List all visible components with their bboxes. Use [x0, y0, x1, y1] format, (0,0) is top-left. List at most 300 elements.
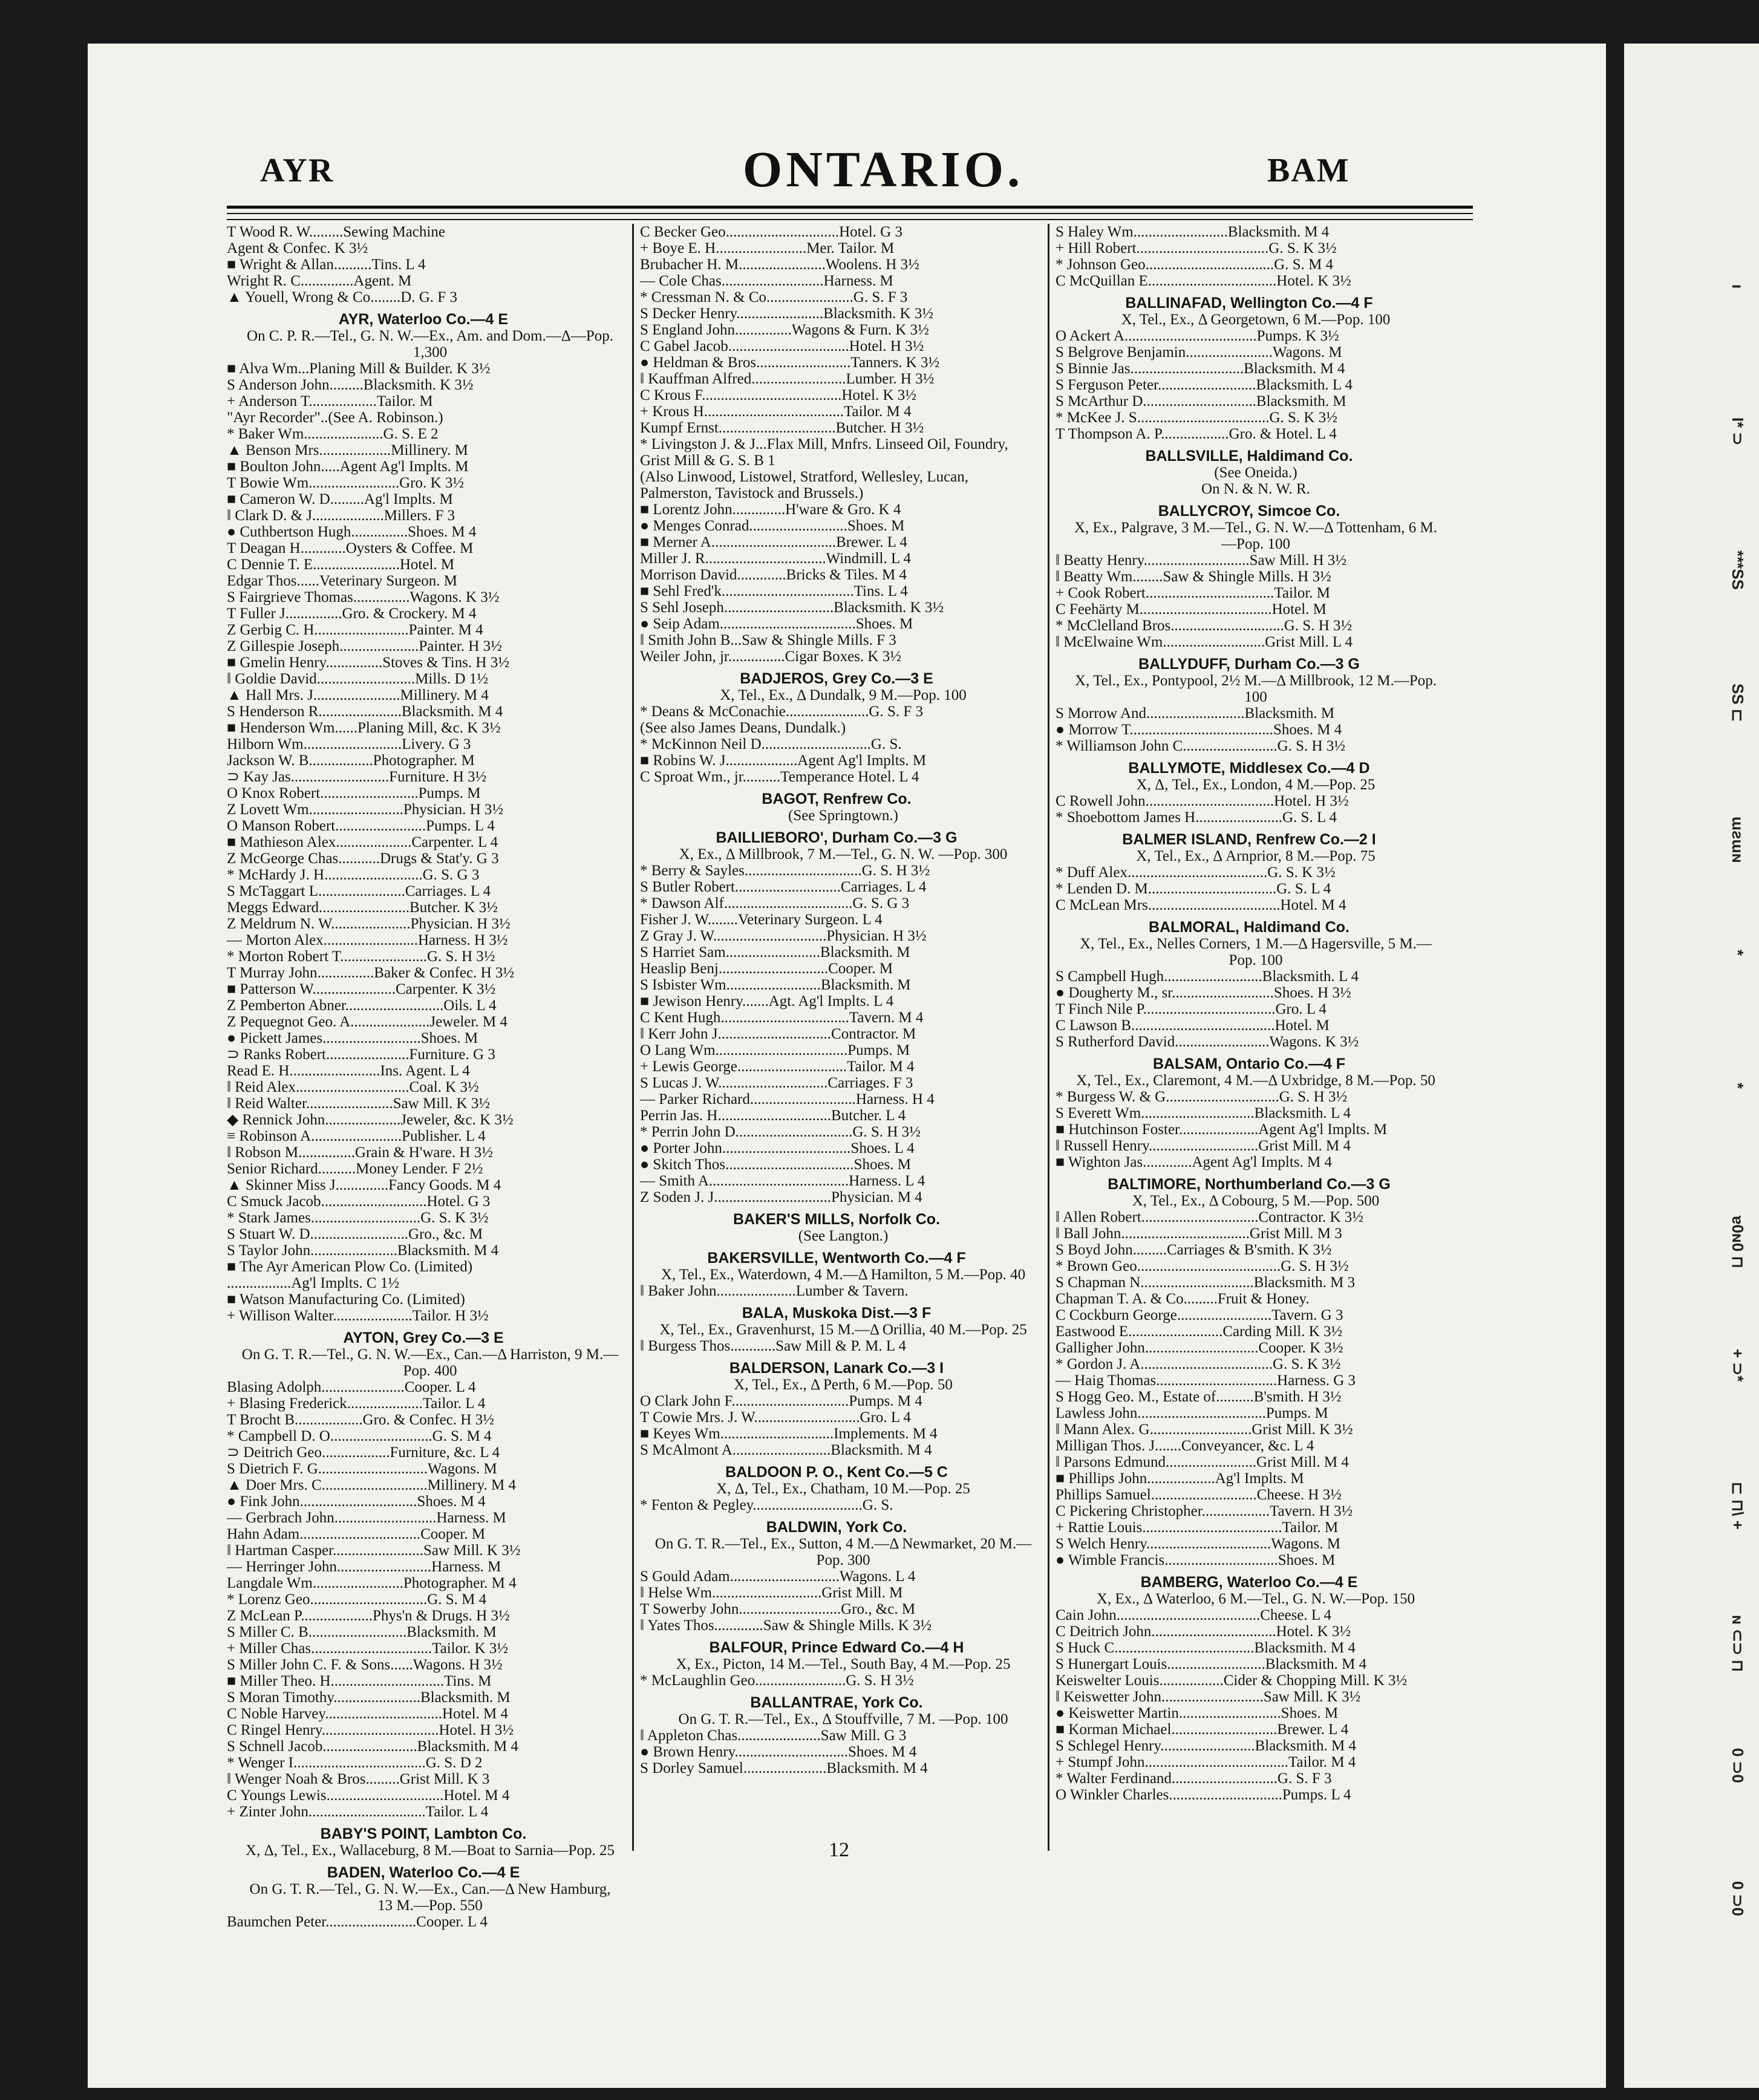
directory-entry: S Hogg Geo. M., Estate of..........B'smith. H 3½ [1056, 1389, 1342, 1405]
directory-entry: S McArthur D..............................Blacksmith. M [1056, 393, 1346, 409]
directory-entry: (Also Linwood, Listowel, Stratford, Wellesley, Lucan, Palmerston, Tavistock and Brussels.) [640, 469, 969, 501]
directory-entry: ● Cuthbertson Hugh...............Shoes. M 4 [227, 524, 477, 540]
directory-entry: Lawless John..................................Pumps. M [1056, 1405, 1328, 1421]
directory-entry: ▲ Youell, Wrong & Co........D. G. F 3 [227, 289, 457, 305]
directory-entry: + Boye E. H........................Mer. Tailor. M [640, 240, 895, 256]
directory-entry: C Gabel Jacob................................Hotel. H 3½ [640, 338, 924, 354]
directory-entry: — Morton Alex.........................Harness. H 3½ [227, 932, 508, 948]
directory-entry: S Ferguson Peter..........................Blacksmith. L 4 [1056, 377, 1353, 393]
header-rule [227, 213, 1473, 214]
directory-entry: * Fenton & Pegley.............................G. S. [640, 1497, 893, 1513]
town-info: X, Ex., Δ Millbrook, 7 M.—Tel., G. N. W. —Pop. 300 [679, 846, 1008, 862]
directory-entry: ◆ Rennick John....................Jeweler, &c. K 3½ [227, 1112, 514, 1128]
page-title: ONTARIO. [742, 142, 1024, 198]
directory-entry: ‖ Mann Alex. G...........................Grist Mill. K 3½ [1056, 1421, 1353, 1438]
directory-entry: T Cowie Mrs. J. W............................Gro. L 4 [640, 1409, 911, 1426]
directory-column-3 [1048, 224, 1443, 1851]
town-info: On G. T. R.—Tel., Ex., Δ Stouffville, 7 M. —Pop. 100 [678, 1711, 1008, 1727]
directory-entry: Z McLean P...................Phys'n & Drugs. H 3½ [227, 1608, 510, 1624]
directory-entry: Jackson W. B.................Photographer. M [227, 752, 475, 769]
directory-entry: ▲ Doer Mrs. C............................Millinery. M 4 [227, 1477, 516, 1493]
directory-entry: * Duff Alex.....................................G. S. K 3½ [1056, 864, 1336, 881]
directory-entry: Agent & Confec. K 3½ [227, 240, 368, 256]
directory-entry: T Deagan H............Oysters & Coffee. M [227, 540, 474, 556]
directory-entry: ‖ Yates Thos.............Saw & Shingle Mills. K 3½ [640, 1617, 932, 1634]
town-heading: AYTON, Grey Co.—3 E [343, 1329, 504, 1346]
directory-entry: C Pickering Christopher..................Tavern. H 3½ [1056, 1503, 1353, 1519]
directory-entry: ■ Alva Wm...Planing Mill & Builder. K 3½ [227, 360, 491, 377]
town-heading: BALFOUR, Prince Edward Co.—4 H [709, 1639, 964, 1656]
directory-entry: Brubacher H. M.......................Woolens. H 3½ [640, 256, 919, 273]
directory-entry: * McLaughlin Geo........................G. S. H 3½ [640, 1672, 914, 1689]
edge-fragment: ɯƨɯɴ [1729, 817, 1747, 863]
directory-entry: C Ringel Henry...............................Hotel. H 3½ [227, 1722, 514, 1738]
town-heading: BALTIMORE, Northumberland Co.—3 G [1108, 1176, 1391, 1193]
town-heading: BALSAM, Ontario Co.—4 F [1152, 1055, 1346, 1072]
directory-entry: — Herringer John.........................Harness. M [227, 1559, 501, 1575]
directory-entry: ‖ Russell Henry.............................Grist Mill. M 4 [1056, 1138, 1351, 1154]
directory-entry: * Cressman N. & Co.......................G. S. F 3 [640, 289, 908, 305]
town-heading: BALMORAL, Haldimand Co. [1149, 919, 1349, 936]
directory-entry: .................Ag'l Implts. C 1½ [227, 1275, 400, 1291]
town-info: (See Langton.) [798, 1228, 889, 1244]
directory-entry: ‖ Helse Wm.............................Grist Mill. M [640, 1585, 903, 1601]
directory-entry: ‖ Clark D. & J...................Millers. F 3 [227, 507, 455, 524]
directory-entry: Meggs Edward........................Butcher. K 3½ [227, 899, 498, 916]
directory-entry: ‖ Beatty Henry............................Saw Mill. H 3½ [1056, 552, 1347, 569]
directory-entry: "Ayr Recorder"..(See A. Robinson.) [227, 409, 443, 426]
directory-entry: ● Seip Adam....................................Shoes. M [640, 616, 913, 632]
town-heading: BALDERSON, Lanark Co.—3 I [729, 1360, 944, 1377]
directory-entry: S Dorley Samuel......................Blacksmith. M 4 [640, 1760, 928, 1776]
town-info: X, Tel., Ex., Δ Georgetown, 6 M.—Pop. 100 [1121, 311, 1391, 328]
directory-entry: S Butler Robert............................Carriages. L 4 [640, 879, 927, 895]
edge-fragment: * [1729, 950, 1747, 956]
directory-entry: T Brocht B..................Gro. & Confec. H 3½ [227, 1412, 494, 1428]
directory-entry: ‖ Burgess Thos............Saw Mill & P. M. L 4 [640, 1338, 906, 1354]
directory-entry: Milligan Thos. J.......Conveyancer, &c. L 4 [1056, 1438, 1314, 1454]
directory-entry: * Lenden D. M..................................G. S. L 4 [1056, 881, 1331, 897]
directory-entry: Cain John......................................Cheese. L 4 [1056, 1607, 1331, 1623]
directory-entry: * Williamson John C.........................G. S. H 3½ [1056, 738, 1346, 754]
town-heading: BADEN, Waterloo Co.—4 E [327, 1864, 520, 1881]
directory-entry: S England John...............Wagons & Furn. K 3½ [640, 322, 929, 338]
directory-entry: Keiswelter Louis.................Cider & Chopping Mill. K 3½ [1056, 1672, 1408, 1689]
town-info: On G. T. R.—Tel., Ex., Sutton, 4 M.—Δ Newmarket, 20 M.—Pop. 300 [654, 1536, 1032, 1568]
directory-entry: ■ Keyes Wm..............................Implements. M 4 [640, 1426, 938, 1442]
directory-entry: S Schlegel Henry.........................Blacksmith. M 4 [1056, 1738, 1356, 1754]
directory-entry: O Lang Wm...................................Pumps. M [640, 1042, 910, 1058]
directory-entry: Eastwood E.........................Carding Mill. K 3½ [1056, 1323, 1343, 1340]
town-info: X, Tel., Ex., Gravenhurst, 15 M.—Δ Orillia, 40 M.—Pop. 25 [659, 1322, 1027, 1338]
directory-entry: ■ The Ayr American Plow Co. (Limited) [227, 1259, 473, 1275]
directory-entry: S Campbell Hugh..........................Blacksmith. L 4 [1056, 968, 1359, 985]
directory-entry: C McLean Mrs...................................Hotel. M 4 [1056, 897, 1346, 913]
directory-entry: ■ Jewison Henry.......Agt. Ag'l Implts. L 4 [640, 993, 894, 1009]
directory-entry: S Fairgrieve Thomas...............Wagons. K 3½ [227, 589, 500, 605]
edge-fragment: 0 ⊃0 [1729, 1881, 1747, 1916]
directory-entry: ■ Merner A.................................Brewer. L 4 [640, 534, 907, 550]
directory-entry: ⊃ Kay Jas..........................Furniture. H 3½ [227, 769, 487, 785]
header-rule [227, 206, 1473, 209]
directory-entry: ■ Gmelin Henry...............Stoves & Tins. H 3½ [227, 654, 509, 671]
directory-entry: Senior Richard..........Money Lender. F 2½ [227, 1161, 483, 1177]
directory-entry: C Becker Geo..............................Hotel. G 3 [640, 224, 902, 240]
directory-entry: ■ Watson Manufacturing Co. (Limited) [227, 1291, 465, 1308]
directory-entry: O Knox Robert..........................Pumps. M [227, 785, 481, 801]
directory-entry: ⊃ Ranks Robert......................Furniture. G 3 [227, 1046, 495, 1063]
directory-entry: Z Soden J. J...............................Physician. M 4 [640, 1189, 922, 1205]
directory-entry: Z Gerbig C. H.........................Painter. M 4 [227, 622, 483, 638]
directory-entry: * McClelland Bros..............................G. S. H 3½ [1056, 618, 1353, 634]
directory-entry: C McQuillan E..................................Hotel. K 3½ [1056, 273, 1351, 289]
directory-entry: Chapman T. A. & Co.........Fruit & Honey. [1056, 1291, 1310, 1307]
directory-entry: ‖ McElwaine Wm...........................Grist Mill. L 4 [1056, 634, 1353, 650]
directory-entry: ‖ Robson M...............Grain & H'ware. H 3½ [227, 1144, 493, 1161]
town-info: On N. & N. W. R. [1201, 481, 1310, 497]
directory-entry: ‖ Reid Walter.......................Saw Mill. K 3½ [227, 1095, 491, 1112]
directory-entry: * Shoebottom James H.......................G. S. L 4 [1056, 809, 1337, 826]
directory-entry: S Taylor John.......................Blacksmith. M 4 [227, 1242, 499, 1259]
directory-entry: O Ackert A...................................Pumps. K 3½ [1056, 328, 1339, 344]
directory-entry: S Lucas J. W.............................Carriages. F 3 [640, 1075, 913, 1091]
directory-entry: S Morrow And..........................Blacksmith. M [1056, 705, 1335, 722]
town-heading: BAILLIEBORO', Durham Co.—3 G [716, 829, 958, 846]
directory-entry: Phillips Samuel............................Cheese. H 3½ [1056, 1487, 1342, 1503]
directory-entry: Z Gray J. W..............................Physician. H 3½ [640, 928, 927, 944]
town-heading: BALLYCROY, Simcoe Co. [1158, 503, 1340, 520]
directory-entry: Z Pequegnot Geo. A.....................Jeweler. M 4 [227, 1014, 507, 1030]
directory-entry: — Cole Chas...........................Harness. M [640, 273, 893, 289]
directory-entry: ‖ Baker John.....................Lumber & Tavern. [640, 1283, 909, 1299]
directory-entry: S Stuart W. D..........................Gro., &c. M [227, 1226, 483, 1242]
edge-fragment: SS ⊏ [1729, 683, 1747, 722]
directory-entry: * Brown Geo......................................G. S. H 3½ [1056, 1258, 1349, 1274]
directory-entry: * Livingston J. & J...Flax Mill, Mnfrs. Linseed Oil, Foundry, Grist Mill & G. S. B 1 [640, 436, 1008, 469]
edge-fragment: ɴ ⊂⊃ ⊓ [1729, 1615, 1747, 1672]
edge-fragment: 0 ⊃0 [1729, 1748, 1747, 1783]
directory-entry: ‖ Hartman Casper........................Saw Mill. K 3½ [227, 1542, 521, 1559]
directory-entry: C Kent Hugh..................................Tavern. M 4 [640, 1009, 924, 1026]
town-heading: BAKER'S MILLS, Norfolk Co. [733, 1211, 941, 1228]
directory-entry: * McHardy J. H..........................G. S. G 3 [227, 867, 480, 883]
directory-entry: T Murray John...............Baker & Confec. H 3½ [227, 965, 515, 981]
directory-entry: ‖ Allen Robert...............................Contractor. K 3½ [1056, 1209, 1364, 1225]
town-info: X, Tel., Ex., Δ Perth, 6 M.—Pop. 50 [734, 1377, 953, 1393]
town-info: X, Ex., Palgrave, 3 M.—Tel., G. N. W.—Δ Tottenham, 6 M.—Pop. 100 [1074, 520, 1438, 552]
directory-entry: T Thompson A. P..................Gro. & Hotel. L 4 [1056, 426, 1337, 442]
directory-entry: S Rutherford David.........................Wagons. K 3½ [1056, 1034, 1359, 1050]
directory-entry: + Willison Walter.....................Tailor. H 3½ [227, 1308, 489, 1324]
directory-entry: ‖ Keiswetter John...........................Saw Mill. K 3½ [1056, 1689, 1361, 1705]
directory-entry: S Belgrove Benjamin.......................Wagons. M [1056, 344, 1342, 360]
directory-entry: ● Skitch Thos..................................Shoes. M [640, 1156, 911, 1173]
town-info: X, Ex., Picton, 14 M.—Tel., South Bay, 4 M.—Pop. 25 [676, 1656, 1011, 1672]
directory-entry: S Everett Wm..............................Blacksmith. L 4 [1056, 1105, 1351, 1121]
town-heading: BALDWIN, York Co. [766, 1519, 907, 1536]
directory-entry: ▲ Skinner Miss J..............Fancy Goods. M 4 [227, 1177, 501, 1193]
directory-entry: S Chapman N..............................Blacksmith. M 3 [1056, 1274, 1356, 1291]
directory-entry: Z Meldrum N. W.....................Physician. H 3½ [227, 916, 511, 932]
directory-entry: ● Pickett James..........................Shoes. M [227, 1030, 478, 1046]
directory-entry: + Cook Robert..................................Tailor. M [1056, 585, 1331, 601]
town-info: X, Δ, Tel., Ex., Wallaceburg, 8 M.—Boat to Sarnia—Pop. 25 [246, 1842, 615, 1859]
directory-entry: S Isbister Wm.........................Blacksmith. M [640, 977, 911, 993]
directory-entry: Weiler John, jr...............Cigar Boxes. K 3½ [640, 648, 901, 665]
town-heading: BAGOT, Renfrew Co. [762, 791, 912, 807]
directory-entry: * Wenger I...................................G. S. D 2 [227, 1755, 483, 1771]
directory-entry: * Campbell D. O...........................G. S. M 4 [227, 1428, 492, 1444]
directory-entry: C Dennie T. E.......................Hotel. M [227, 556, 455, 573]
directory-entry: S Henderson R......................Blacksmith. M 4 [227, 703, 503, 720]
town-info: X, Tel., Ex., Claremont, 4 M.—Δ Uxbridge, 8 M.—Pop. 50 [1076, 1072, 1435, 1089]
directory-entry: ● Dougherty M., sr...........................Shoes. H 3½ [1056, 985, 1351, 1001]
directory-entry: Read E. H........................Ins. Agent. L 4 [227, 1063, 470, 1079]
directory-entry: ■ Phillips John..................Ag'l Implts. M [1056, 1470, 1304, 1487]
directory-entry: S McTaggart L.......................Carriages. L 4 [227, 883, 491, 899]
directory-entry: S Binnie Jas..............................Blacksmith. M 4 [1056, 360, 1345, 377]
town-heading: BAKERSVILLE, Wentworth Co.—4 F [707, 1250, 966, 1267]
directory-entry: Fisher J. W........Veterinary Surgeon. L 4 [640, 911, 883, 928]
directory-entry: Heaslip Benj.............................Cooper. M [640, 960, 893, 977]
directory-entry: Hilborn Wm..........................Livery. G 3 [227, 736, 471, 752]
directory-entry: T Sowerby John...........................Gro., &c. M [640, 1601, 916, 1617]
directory-entry: C Lawson B......................................Hotel. M [1056, 1017, 1330, 1034]
directory-entry: ■ Henderson Wm......Planing Mill, &c. K 3½ [227, 720, 501, 736]
town-heading: BABY'S POINT, Lambton Co. [320, 1825, 527, 1842]
directory-entry: ■ Miller Theo. H..............................Tins. M [227, 1673, 492, 1689]
directory-entry: S Decker Henry.......................Blacksmith. K 3½ [640, 305, 934, 322]
directory-entry: ‖ Kauffman Alfred.........................Lumber. H 3½ [640, 371, 935, 387]
directory-entry: C Deitrich John.................................Hotel. K 3½ [1056, 1623, 1351, 1640]
directory-entry: — Haig Thomas................................Harness. G 3 [1056, 1372, 1356, 1389]
directory-entry: ■ Robins W. J...................Agent Ag'l Implts. M [640, 752, 927, 769]
town-info: X, Tel., Ex., Pontypool, 2½ M.—Δ Millbrook, 12 M.—Pop. 100 [1075, 673, 1437, 705]
directory-entry: Miller J. R................................Windmill. L 4 [640, 550, 912, 567]
directory-entry: Z McGeorge Chas...........Drugs & Stat'y. G 3 [227, 850, 499, 867]
directory-entry: ‖ Reid Alex..............................Coal. K 3½ [227, 1079, 479, 1095]
directory-entry: Galligher John..............................Cooper. K 3½ [1056, 1340, 1343, 1356]
directory-entry: * Gordon J. A...................................G. S. K 3½ [1056, 1356, 1341, 1372]
town-info: X, Tel., Ex., Δ Arnprior, 8 M.—Pop. 75 [1136, 848, 1376, 864]
directory-entry: Baumchen Peter........................Cooper. L 4 [227, 1914, 488, 1930]
directory-entry: ■ Boulton John.....Agent Ag'l Implts. M [227, 458, 469, 475]
directory-entry: Perrin Jas. H..............................Butcher. L 4 [640, 1107, 906, 1124]
directory-entry: * Johnson Geo..................................G. S. M 4 [1056, 256, 1334, 273]
directory-entry: + Stumpf John......................................Tailor. M 4 [1056, 1754, 1356, 1770]
directory-entry: ● Wimble Francis..............................Shoes. M [1056, 1552, 1336, 1568]
directory-entry: C Krous F.....................................Hotel. K 3½ [640, 387, 917, 403]
directory-entry: * McKee J. S...................................G. S. K 3½ [1056, 409, 1337, 426]
directory-entry: O Manson Robert........................Pumps. L 4 [227, 818, 495, 834]
town-heading: BALLYMOTE, Middlesex Co.—4 D [1128, 760, 1370, 777]
town-heading: BAMBERG, Waterloo Co.—4 E [1140, 1574, 1358, 1591]
edge-fragment: ɐ0ɴ0 ⊓ [1729, 1216, 1747, 1268]
town-info: On G. T. R.—Tel., G. N. W.—Ex., Can.—Δ New Hamburg, 13 M.—Pop. 550 [249, 1881, 611, 1914]
directory-entry: * Morton Robert T.......................G. S. H 3½ [227, 948, 495, 965]
directory-entry: T Finch Nile P...................................Gro. L 4 [1056, 1001, 1327, 1017]
town-heading: BADJEROS, Grey Co.—3 E [740, 670, 933, 687]
directory-entry: S Moran Timothy.......................Blacksmith. M [227, 1689, 511, 1706]
edge-fragment: ***SS [1729, 550, 1747, 590]
edge-fragment: I* ⊃ [1729, 417, 1747, 446]
directory-entry: ‖ Appleton Chas......................Saw Mill. G 3 [640, 1727, 907, 1744]
directory-entry: C Feehärty M...................................Hotel. M [1056, 601, 1327, 618]
town-info: (See Oneida.) [1214, 465, 1297, 481]
directory-entry: + Lewis George.............................Tailor. M 4 [640, 1058, 915, 1075]
directory-entry: * Baker Wm.....................G. S. E 2 [227, 426, 439, 442]
directory-entry: ⊃ Deitrich Geo..................Furniture, &c. L 4 [227, 1444, 500, 1461]
directory-entry: + Zinter John...............................Tailor. L 4 [227, 1804, 489, 1820]
running-head-right: BAM [1267, 152, 1350, 189]
directory-entry: O Winkler Charles..............................Pumps. L 4 [1056, 1787, 1351, 1803]
directory-entry: S McAlmont A..........................Blacksmith. M 4 [640, 1442, 932, 1458]
town-heading: AYR, Waterloo Co.—4 E [338, 311, 509, 328]
directory-entry: O Clark John F...............................Pumps. M 4 [640, 1393, 922, 1409]
directory-entry: S Boyd John.........Carriages & B'smith. K 3½ [1056, 1242, 1332, 1258]
directory-entry: Hahn Adam................................Cooper. M [227, 1526, 486, 1542]
directory-entry: * Stark James.............................G. S. K 3½ [227, 1210, 489, 1226]
directory-entry: ● Porter John..................................Shoes. L 4 [640, 1140, 915, 1156]
directory-entry: Morrison David.............Bricks & Tiles. M 4 [640, 567, 907, 583]
town-info: X, Tel., Ex., Δ Dundalk, 9 M.—Pop. 100 [720, 687, 967, 703]
directory-entry: C Noble Harvey...............................Hotel. M 4 [227, 1706, 508, 1722]
directory-entry: * Perrin John D...............................G. S. H 3½ [640, 1124, 921, 1140]
directory-entry: — Parker Richard............................Harness. H 4 [640, 1091, 935, 1107]
directory-entry: ● Brown Henry..............................Shoes. M 4 [640, 1744, 917, 1760]
directory-entry: Z Lovett Wm.........................Physician. H 3½ [227, 801, 504, 818]
town-heading: BALLYDUFF, Durham Co.—3 G [1138, 656, 1360, 673]
directory-entry: ‖ Wenger Noah & Bros.........Grist Mill. K 3 [227, 1771, 490, 1787]
directory-entry: S Hunergart Louis..........................Blacksmith. M 4 [1056, 1656, 1367, 1672]
directory-entry: C Smuck Jacob............................Hotel. G 3 [227, 1193, 491, 1210]
directory-entry: S Huck C.....................................Blacksmith. M 4 [1056, 1640, 1356, 1656]
directory-entry: ● Fink John...............................Shoes. M 4 [227, 1493, 486, 1510]
directory-entry: + Rattie Louis.....................................Tailor. M [1056, 1519, 1339, 1536]
directory-entry: * Berry & Sayles...............................G. S. H 3½ [640, 862, 930, 879]
town-heading: BALMER ISLAND, Renfrew Co.—2 I [1122, 831, 1376, 848]
directory-entry: S Miller John C. F. & Sons......Wagons. H 3½ [227, 1657, 503, 1673]
town-info: (See Springtown.) [788, 807, 898, 824]
directory-entry: ■ Sehl Fred'k...................................Tins. L 4 [640, 583, 908, 599]
town-info: X, Tel., Ex., Waterdown, 4 M.—Δ Hamilton, 5 M.—Pop. 40 [661, 1267, 1026, 1283]
town-heading: BALDOON P. O., Kent Co.—5 C [725, 1464, 948, 1481]
directory-entry: S Haley Wm.........................Blacksmith. M 4 [1056, 224, 1330, 240]
town-info: On G. T. R.—Tel., G. N. W.—Ex., Can.—Δ Harriston, 9 M.—Pop. 400 [241, 1346, 619, 1379]
directory-entry: ‖ Smith John B...Saw & Shingle Mills. F 3 [640, 632, 896, 648]
town-info: X, Δ, Tel., Ex., London, 4 M.—Pop. 25 [1136, 777, 1376, 793]
directory-entry: — Smith A.....................................Harness. L 4 [640, 1173, 925, 1189]
directory-entry: ■ Korman Michael............................Brewer. L 4 [1056, 1721, 1349, 1738]
directory-entry: S Anderson John.........Blacksmith. K 3½ [227, 377, 474, 393]
directory-entry: Kumpf Ernst...............................Butcher. H 3½ [640, 420, 924, 436]
directory-entry: S Miller C. B..........................Blacksmith. M [227, 1624, 497, 1640]
directory-entry: * Burgess W. & G..............................G. S. H 3½ [1056, 1089, 1348, 1105]
directory-entry: T Wood R. W.........Sewing Machine [227, 224, 445, 240]
directory-entry: (See also James Deans, Dundalk.) [640, 720, 846, 736]
directory-entry: ■ Mathieson Alex....................Carpenter. L 4 [227, 834, 498, 850]
directory-entry: ■ Patterson W......................Carpenter. K 3½ [227, 981, 496, 997]
town-heading: BALLANTRAE, York Co. [750, 1694, 923, 1711]
directory-entry: ‖ Goldie David..........................Mills. D 1½ [227, 671, 489, 687]
directory-entry: — Gerbrach John...........................Harness. M [227, 1510, 506, 1526]
directory-entry: ‖ Parsons Edmund........................Grist Mill. M 4 [1056, 1454, 1349, 1470]
directory-entry: + Anderson T..................Tailor. M [227, 393, 433, 409]
directory-entry: ● Menges Conrad..........................Shoes. M [640, 518, 905, 534]
directory-entry: ● Heldman & Bros.........................Tanners. K 3½ [640, 354, 940, 371]
directory-entry: * Dawson Alf..................................G. S. G 3 [640, 895, 910, 911]
directory-entry: S Sehl Joseph.............................Blacksmith. K 3½ [640, 599, 944, 616]
town-info: X, Tel., Ex., Nelles Corners, 1 M.—Δ Hagersville, 5 M.—Pop. 100 [1080, 936, 1432, 968]
town-heading: BALA, Muskoka Dist.—3 F [742, 1305, 932, 1322]
page-number: 12 [829, 1839, 849, 1861]
directory-entry: ● Keiswetter Martin...........................Shoes. M [1056, 1705, 1339, 1721]
directory-entry: T Fuller J...............Gro. & Crockery. M 4 [227, 605, 477, 622]
directory-entry: ■ Wighton Jas.............Agent Ag'l Implts. M 4 [1056, 1154, 1333, 1170]
directory-entry: ■ Wright & Allan..........Tins. L 4 [227, 256, 426, 273]
edge-fragment: * [1729, 1083, 1747, 1089]
town-heading: BALLSVILLE, Haldimand Co. [1145, 448, 1353, 465]
directory-entry: S Schnell Jacob.........................Blacksmith. M 4 [227, 1738, 518, 1755]
town-info: X, Ex., Δ Waterloo, 6 M.—Tel., G. N. W.—Pop. 150 [1096, 1591, 1415, 1607]
edge-fragment: + ⊃* [1729, 1349, 1747, 1382]
directory-entry: + Krous H.....................................Tailor. M 4 [640, 403, 912, 420]
directory-entry: * McKinnon Neil D.............................G. S. [640, 736, 902, 752]
header-rule [227, 219, 1473, 220]
directory-entry: ‖ Ball John..................................Grist Mill. M 3 [1056, 1225, 1342, 1242]
directory-entry: C Rowell John..................................Hotel. H 3½ [1056, 793, 1349, 809]
directory-entry: ■ Cameron W. D.........Ag'l Implts. M [227, 491, 453, 507]
directory-entry: Langdale Wm........................Photographer. M 4 [227, 1575, 517, 1591]
running-head-left: AYR [260, 152, 335, 189]
directory-entry: Blasing Adolph......................Cooper. L 4 [227, 1379, 476, 1395]
directory-entry: ■ Hutchinson Foster.....................Agent Ag'l Implts. M [1056, 1121, 1388, 1138]
directory-entry: * Lorenz Geo...............................G. S. M 4 [227, 1591, 487, 1608]
directory-entry: C Cockburn George.........................Tavern. G 3 [1056, 1307, 1343, 1323]
town-heading: BALLINAFAD, Wellington Co.—4 F [1125, 295, 1373, 311]
directory-entry: T Bowie Wm........................Gro. K 3½ [227, 475, 465, 491]
directory-entry: + Miller Chas................................Tailor. K 3½ [227, 1640, 509, 1657]
directory-entry: S Welch Henry.................................Wagons. M [1056, 1536, 1340, 1552]
directory-entry: ● Morrow T......................................Shoes. M 4 [1056, 722, 1342, 738]
directory-column-2 [632, 224, 1033, 1851]
directory-entry: S Gould Adam.............................Wagons. L 4 [640, 1568, 916, 1585]
directory-entry: ▲ Hall Mrs. J.......................Millinery. M 4 [227, 687, 489, 703]
directory-entry: ‖ Kerr John J..............................Contractor. M [640, 1026, 916, 1042]
directory-entry: ▲ Benson Mrs...................Millinery. M [227, 442, 468, 458]
directory-entry: S Harriet Sam.........................Blacksmith. M [640, 944, 910, 960]
directory-entry: * Walter Ferdinand............................G. S. F 3 [1056, 1770, 1332, 1787]
directory-entry: C Youngs Lewis...............................Hotel. M 4 [227, 1787, 510, 1804]
directory-entry: * Deans & McConachie......................G. S. F 3 [640, 703, 924, 720]
town-info: On C. P. R.—Tel., G. N. W.—Ex., Am. and Dom.—Δ—Pop. 1,300 [246, 328, 614, 360]
directory-column-1 [227, 224, 620, 1930]
directory-entry: Edgar Thos......Veterinary Surgeon. M [227, 573, 457, 589]
directory-entry: Wright R. C..............Agent. M [227, 273, 412, 289]
edge-fragment: ı [1729, 284, 1747, 289]
directory-entry: ‖ Beatty Wm........Saw & Shingle Mills. H 3½ [1056, 569, 1331, 585]
directory-entry: Z Gillespie Joseph.....................Painter. H 3½ [227, 638, 502, 654]
directory-entry: ■ Lorentz John..............H'ware & Gro. K 4 [640, 501, 901, 518]
directory-entry: + Blasing Frederick....................Tailor. L 4 [227, 1395, 486, 1412]
directory-entry: ≡ Robinson A........................Publisher. L 4 [227, 1128, 486, 1144]
town-info: X, Tel., Ex., Δ Cobourg, 5 M.—Pop. 500 [1132, 1193, 1380, 1209]
directory-entry: + Hill Robert...................................G. S. K 3½ [1056, 240, 1337, 256]
directory-entry: C Sproat Wm., jr..........Temperance Hotel. L 4 [640, 769, 919, 785]
directory-entry: Z Pemberton Abner..........................Oils. L 4 [227, 997, 497, 1014]
directory-entry: S Dietrich F. G.............................Wagons. M [227, 1461, 497, 1477]
edge-fragment: ⊏ ⊓\ + [1729, 1482, 1747, 1530]
